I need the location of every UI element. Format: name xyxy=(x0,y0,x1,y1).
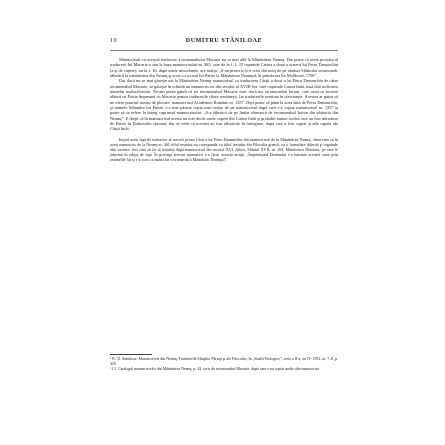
running-header xyxy=(110,36,338,51)
footnote-rule xyxy=(110,354,152,355)
footnote: ¹ Pr. D. Stăniloae, Manuscrisele din Neamţ. Traducerile Sfinţilor Părinţi şi ale Filocaliei, în „Studii Teologice”, seria a II-a, an IV, 1952, nr. 7–8, p. 429. xyxy=(110,357,338,367)
page-number: 10 xyxy=(110,38,118,44)
paragraph: Iniţial acest fapt de traducere al acestei prime Cărţi a lui Petru Damaschin din manuscrisul de la Mănăstirea Neamţ, observăm că în acest manuscris de la Neamţ nr. 461 titlul textului nu corespunde cu titlul textului din Filocalia greacă, cu o formulare diferită şi cuprinde alte cuvinte, text care să fie al textului după manuscrisul din secolul XVI, Athos, Sfântul XVII, nr. 104, Mănăstirea Dionisiu, pe care le aducem în ediţia de faţă. În privinţa acestui manuscris s-a făcut această notiţă: „Împărtăşind Domnului s-a luminat această carte prin ostenelile lui şi s-a scris cu mâna lui cea smerită a Mănăstirii Neamţul”. xyxy=(110,136,338,163)
footnote: ² Cf. Catalogul manuscriselor din Mănăstirea Neamţ, p. 42, scris de ieromonahul Macarie, după care s-au copiat multe alte manuscrise. xyxy=(110,367,321,372)
running-title: DUMITRU STĂNILOAE xyxy=(185,38,263,44)
book-page xyxy=(110,36,338,416)
paragraph: Manuscrisul cu această traducere a teomanahului Macarie nu se mai află la Mănăstirea Neamţ. Dar poate că acest prototip al traducerii lui Macarie a stat la baza manuscrisului nr. 365, care de la f. 1–15 cuprinde Cartea a doua a scrierii lui Petru Damaschin (a şi de capete), iar la f. 16, după unele miscelanee, are notiţa: „S-au prescris (s-a scris din nou) de pe rânduri Sfântului ieromonah, tâlmăcit la mănăstirea din Neamţ şi scris cu scrisul lui Paisie la Mănăstirea Neamţul, în primăvara lui Moldovei, 1790”. xyxy=(110,57,338,79)
footnotes xyxy=(110,354,338,372)
paragraph: Dar dacă nu se mai găseşte azi la Mănăstirea Neamţ manuscrisul cu traducerea Cărţii a doua a lui Petru Damaschin de către ieromonahul Macarie, se găseşte în schimb un manuscris tot din secolul al XVIII-lea, care cuprinde Cartea întâi, însă fără indicarea numelui traducătorului. Ne-am putea gândi că tot ieromonahul Macarie este, dacă nu, ieromonahul Iorion, care avea să lucreze alături cu Paisie împreună cu Macarie pentru traducerile sfinte româneşti. Iar traducerile acestuia în slavoneşte. Acestea ar putea să ne ofere punctul nostru de plecare: manuscrisul Academiei Române nr. 1357. Deşi poate că până la acea dată de Petru Damaschin, şi numele Sfântului lui Paisie, s-a mai păstrat copia unei notiţe de pe manuscrisul după care s-a copiat manuscrisul nr. 1357 şi poate să se refere la întreg cuprinsul manuscrisului: „S-a tâlmăcit de pe limba elinească de ieromonahul Iorion din sihăstria din Neamţ”. E drept că în manuscrisul acesta nu este decât unele capete din Cartea întâi şi probabil numai acelea care au fost introduse de Paisie în Dobrotoliu slavonă, dar se vede că acestea au fost tâlmăcite în întregime, după care a fost copiat şi alte capete ale Cărţii întâi. xyxy=(110,78,338,132)
body-text xyxy=(110,57,338,162)
